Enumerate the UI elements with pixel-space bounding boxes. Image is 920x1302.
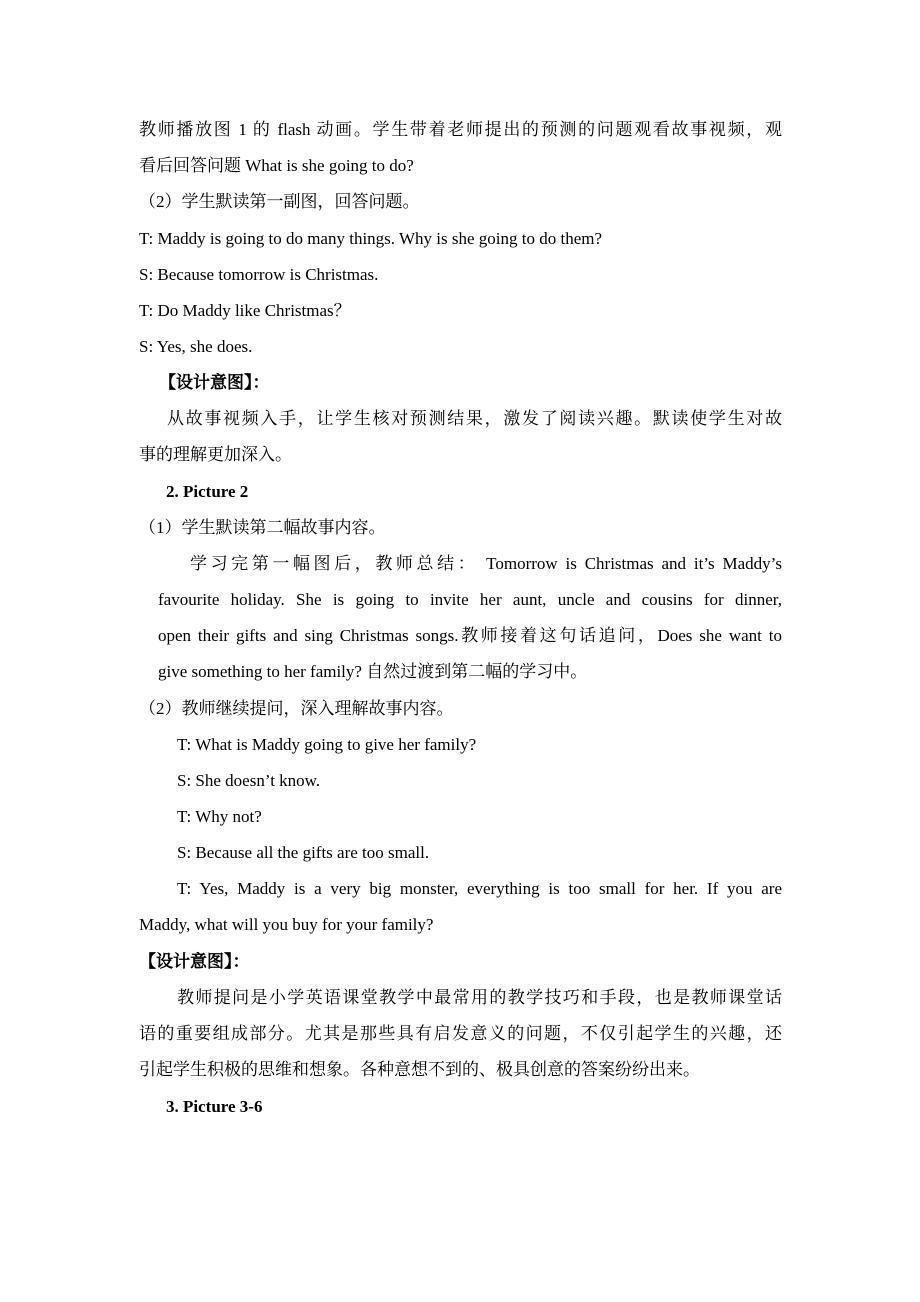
- paragraph-line: 学习完第一幅图后，教师总结： Tomorrow is Christmas and it’s Maddy’s: [190, 554, 782, 573]
- dialogue-line: T: Maddy is going to do many things. Why is she going to do them?: [139, 229, 603, 248]
- dialogue-line: S: Yes, she does.: [139, 337, 253, 356]
- section-heading: 3. Picture 3-6: [166, 1097, 263, 1116]
- dialogue-line: S: Because all the gifts are too small.: [177, 843, 430, 862]
- section-heading: 【设计意图】：: [139, 952, 250, 971]
- paragraph-line: 事的理解更加深入。: [139, 445, 292, 464]
- paragraph-line: 引起学生积极的思维和想象。各种意想不到的、极具创意的答案纷纷出来。: [139, 1060, 700, 1079]
- paragraph-line: 教师播放图 1 的 flash 动画。学生带着老师提出的预测的问题观看故事视频，观: [139, 120, 782, 139]
- dialogue-line: T: Do Maddy like Christmas？: [139, 301, 351, 320]
- paragraph-line: 看后回答问题 What is she going to do?: [139, 156, 414, 175]
- paragraph-line: 教师提问是小学英语课堂教学中最常用的教学技巧和手段，也是教师课堂话: [177, 988, 782, 1007]
- paragraph-line: give something to her family? 自然过渡到第二幅的学习中。: [158, 662, 588, 681]
- paragraph-line: 语的重要组成部分。尤其是那些具有启发意义的问题，不仅引起学生的兴趣，还: [139, 1024, 782, 1043]
- list-item: （2）教师继续提问，深入理解故事内容。: [139, 699, 454, 718]
- dialogue-line: T: Why not?: [177, 807, 262, 826]
- paragraph-line: favourite holiday. She is going to invite her aunt, uncle and cousins for dinner,: [158, 590, 782, 609]
- paragraph-line: 从故事视频入手，让学生核对预测结果，激发了阅读兴趣。默读使学生对故: [167, 409, 782, 428]
- list-item: （2）学生默读第一副图，回答问题。: [139, 192, 420, 211]
- list-item: （1）学生默读第二幅故事内容。: [139, 518, 386, 537]
- dialogue-line: T: Yes, Maddy is a very big monster, everything is too small for her. If you are: [177, 879, 782, 898]
- dialogue-line: S: Because tomorrow is Christmas.: [139, 265, 379, 284]
- dialogue-line: Maddy, what will you buy for your family?: [139, 915, 434, 934]
- dialogue-line: S: She doesn’t know.: [177, 771, 321, 790]
- paragraph-line: open their gifts and sing Christmas songs.教师接着这句话追问，Does she want to: [158, 626, 782, 645]
- section-heading: 【设计意图】：: [159, 373, 270, 392]
- dialogue-line: T: What is Maddy going to give her family?: [177, 735, 477, 754]
- section-heading: 2. Picture 2: [166, 482, 249, 501]
